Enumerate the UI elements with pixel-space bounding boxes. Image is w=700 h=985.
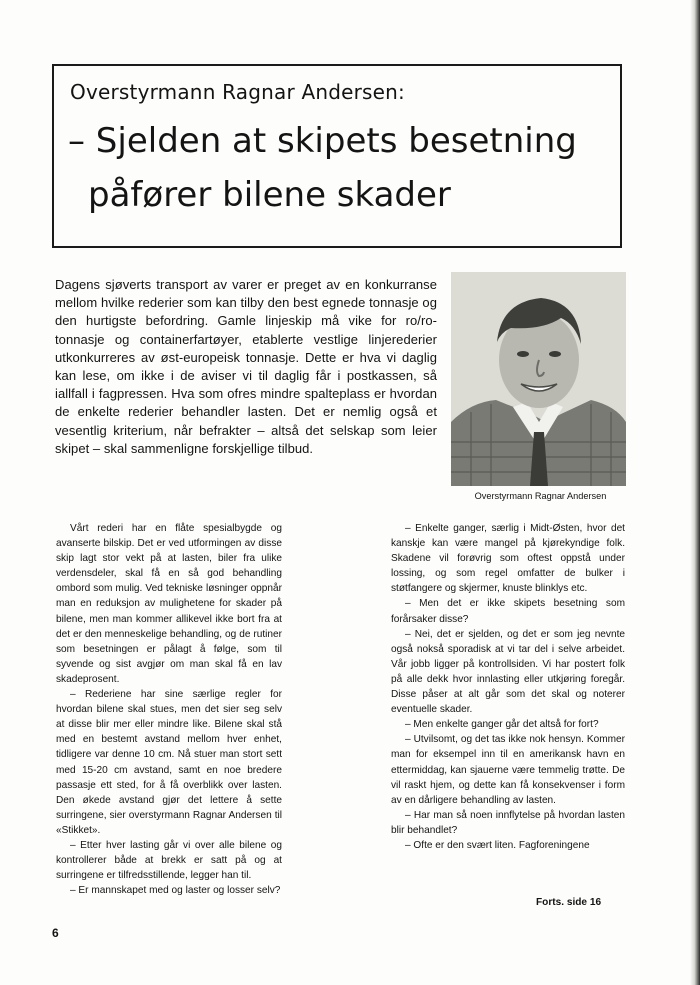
body-paragraph: Vårt rederi har en flåte spesialbygde og avanserte bilskip. Det er ved utformingen av disse skip lagt stor vekt på at lasten, biler fra ulike verdensdeler, skal få en så god behandling ombord som mulig. Ved tekniske løsninger oppnår man en reduksjon av mulighetene for skader på bilene, men man kommer allikevel ikke bort fra at det er den menneskelige behandling, og de rutiner som besetningen er pålagt å følge, som til syvende og sist avgjør om man skal få en lav skadeprosent.: [56, 523, 282, 685]
body-paragraph: – Men det er ikke skipets besetning som forårsaker disse?: [391, 598, 625, 625]
headline-box: [52, 64, 622, 248]
body-paragraph: – Nei, det er sjelden, og det er som jeg nevnte også nokså sporadisk at vi tar del i selve arbeidet. Vår jobb ligger på kontrollsiden. Vi har postert folk på alle dekk hvor innlasting eller utkjøring foregår. Disse påser at alt går som det skal og noterer eventuelle skader.: [391, 628, 625, 716]
body-paragraph: – Rederiene har sine særlige regler for hvordan bilene skal stues, men det sier seg selv at disse blir mer eller mindre like. Bilene skal stå med en bestemt avstand mellom hver enhet, tidligere var denne 10 cm. Nå stuer man stort sett med 15-20 cm avstand, samt en noe bredere passasje ett sted, for å få overblikk over lasten. Den økede avstand gjør det lettere å sette surringene, sier overstyrmann Ragnar Andersen til «Stikket».: [56, 689, 282, 836]
body-column-2: [391, 521, 625, 853]
page-number: 6: [52, 926, 59, 940]
body-paragraph: – Utvilsomt, og det tas ikke nok hensyn. Kommer man for eksempel inn til en amerikansk havn en ettermiddag, kan sjauerne være temmelig trøtte. De vil raskt hjem, og dette kan få konsekvenser i form av en dårligere behandling av lasten.: [391, 734, 625, 806]
headline-line-1: – Sjelden at skipets besetning: [68, 121, 577, 161]
lead-paragraph: Dagens sjøverts transport av varer er preget av en konkurranse mellom hvilke rederier som kan tilby den best egnede tonnasje og den hurtigste befordring. Gamle linjeskip må vike for ro/ro-tonnasje og containerfartøyer, etablerte vestlige linjerederier utkonkurreres av øst-europeisk tonnasje. Dette er hva vi daglig kan lese, om ikke i de aviser vi til daglig får i postkassen, så iallfall i fagpressen. Hva som ofres mindre spalteplass er hvordan de enkelte rederier behandler lasten. Det er nemlig også et vesentlig kriterium, når befrakter – altså det selskap som leier skipet – skal sammenligne forskjellige tilbud.: [55, 277, 437, 456]
body-column-1: [56, 521, 282, 898]
headline-line-2: påfører bilene skader: [88, 175, 451, 215]
body-paragraph: – Har man så noen innflytelse på hvordan lasten blir behandlet?: [391, 809, 625, 836]
portrait-photo: [451, 272, 626, 486]
body-paragraph: – Er mannskapet med og laster og losser selv?: [70, 885, 281, 897]
page-spine-shadow: [690, 0, 700, 985]
photo-caption: Overstyrmann Ragnar Andersen: [474, 491, 607, 501]
continued-note: Forts. side 16: [536, 897, 602, 908]
body-paragraph: – Ofte er den svært liten. Fagforeningene: [405, 839, 590, 851]
body-paragraph: – Men enkelte ganger går det altså for fort?: [405, 719, 599, 731]
kicker: Overstyrmann Ragnar Andersen:: [70, 80, 405, 104]
body-paragraph: – Etter hver lasting går vi over alle bilene og kontrollerer både at brekk er satt på og at surringene er tilfredsstillende, legger han til.: [56, 839, 282, 882]
body-paragraph: – Enkelte ganger, særlig i Midt-Østen, hvor det kanskje kan være mangel på kjørekyndige folk. Skadene vil forøvrig som oftest oppstå under lossing, og som regel omfatter de bulker i støtfangere og skjermer, knuste blinklys etc.: [391, 523, 625, 595]
headline: [68, 114, 613, 222]
portrait-icon: [451, 272, 626, 486]
